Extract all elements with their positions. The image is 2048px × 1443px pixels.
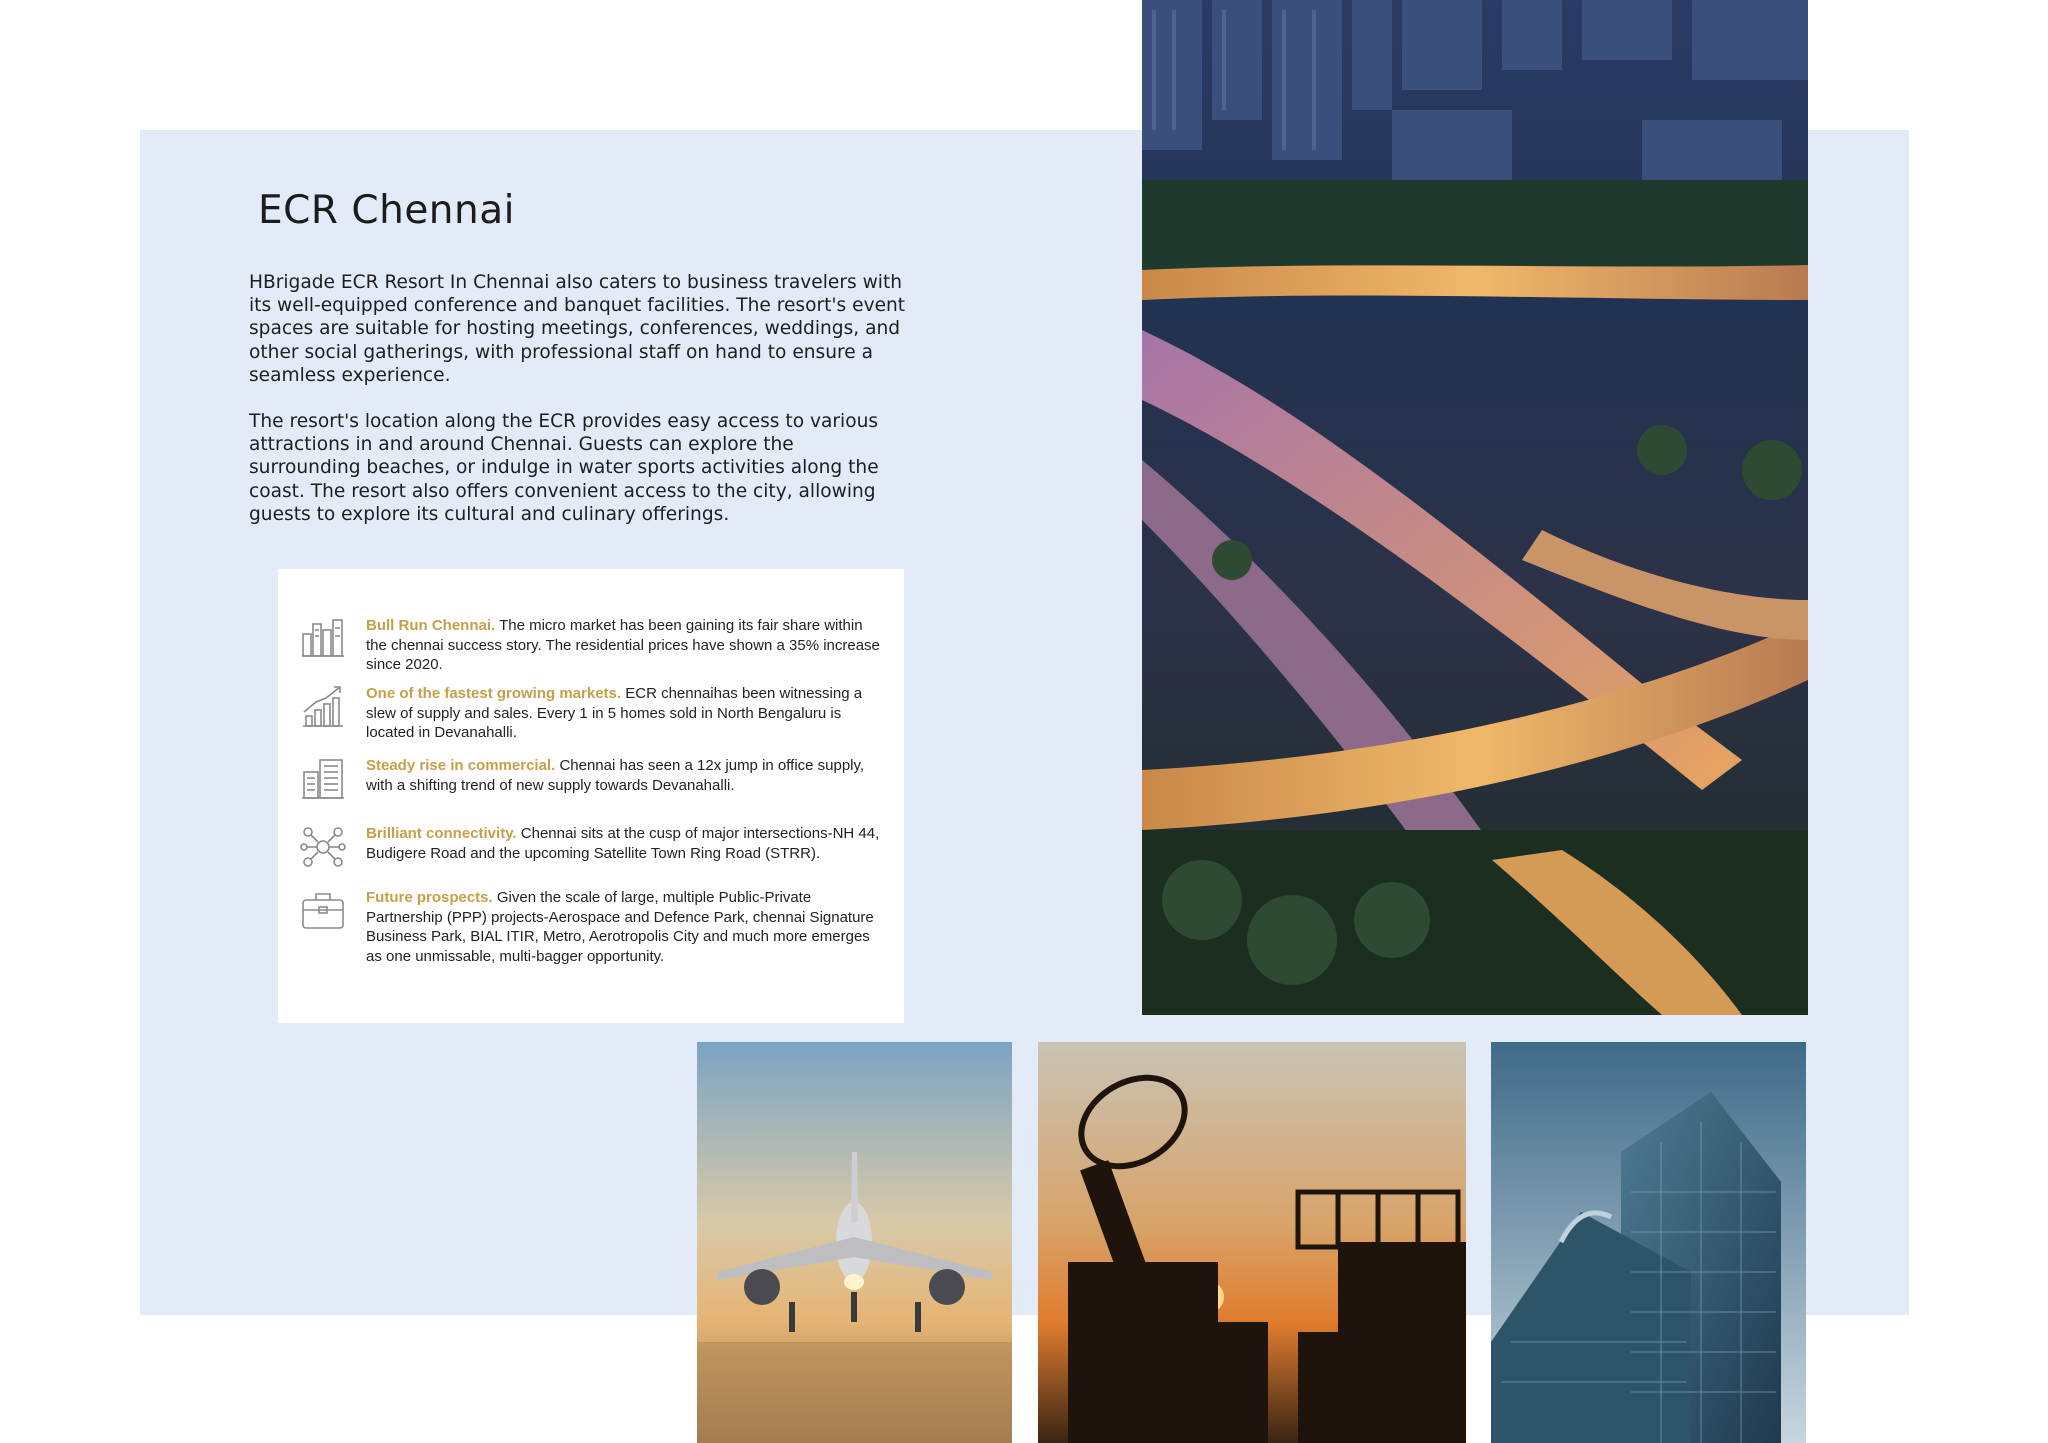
growth-chart-icon: [300, 684, 346, 730]
feature-title: Future prospects.: [366, 889, 493, 906]
glass-office-tower-photo: [1491, 1042, 1806, 1443]
feature-title: One of the fastest growing markets.: [366, 685, 622, 702]
intro-paragraph: HBrigade ECR Resort In Chennai also caters to business travelers with its well-equipped conference and banquet facilities. The resort's event spaces are suitable for hosting meetings, conferences, weddings, and other social gatherings, with professional staff on hand to ensure a seamless experience.: [249, 272, 906, 386]
feature-text: [366, 684, 886, 743]
intro-text: [249, 271, 909, 549]
briefcase-icon: [300, 888, 346, 934]
feature-description: The micro market has been gaining its fair share within the chennai success story. The residential prices have shown a 35% increase since 2020.: [366, 617, 880, 673]
feature-text: [366, 888, 886, 967]
feature-description: Chennai has seen a 12x jump in office supply, with a shifting trend of new supply towards Devanahalli.: [366, 757, 865, 794]
feature-description: ECR chennaihas been witnessing a slew of supply and sales. Every 1 in 5 homes sold in North Bengaluru is located in Devanahalli.: [366, 685, 863, 741]
office-building-icon: [300, 756, 346, 802]
feature-text: [366, 616, 886, 675]
airplane-runway-photo: [697, 1042, 1012, 1443]
feature-description: Given the scale of large, multiple Public-Private Partnership (PPP) projects-Aerospace and Defence Park, chennai Signature Business Park, BIAL ITIR, Metro, Aerotropolis City and much more emerges as one unmissable, multi-bagger opportunity.: [366, 889, 874, 966]
feature-description: Chennai sits at the cusp of major intersections-NH 44, Budigere Road and the upcoming Satellite Town Ring Road (STRR).: [366, 825, 880, 862]
feature-title: Bull Run Chennai.: [366, 617, 496, 634]
highway-interchange-photo: [1142, 0, 1808, 1015]
intro-paragraph: The resort's location along the ECR provides easy access to various attractions in and around Chennai. Guests can explore the surrounding beaches, or indulge in water sports activities along the coast. The resort also offers convenient access to the city, allowing guests to explore its cultural and culinary offerings.: [249, 411, 879, 525]
highlights-card: [278, 569, 904, 1023]
feature-text: [366, 824, 886, 863]
city-skyline-icon: [300, 616, 346, 662]
page-title: ECR Chennai: [258, 188, 515, 233]
feature-title: Steady rise in commercial.: [366, 757, 556, 774]
feature-text: [366, 756, 886, 795]
feature-title: Brilliant connectivity.: [366, 825, 517, 842]
radar-dish-sunset-photo: [1038, 1042, 1466, 1443]
network-nodes-icon: [300, 824, 346, 870]
